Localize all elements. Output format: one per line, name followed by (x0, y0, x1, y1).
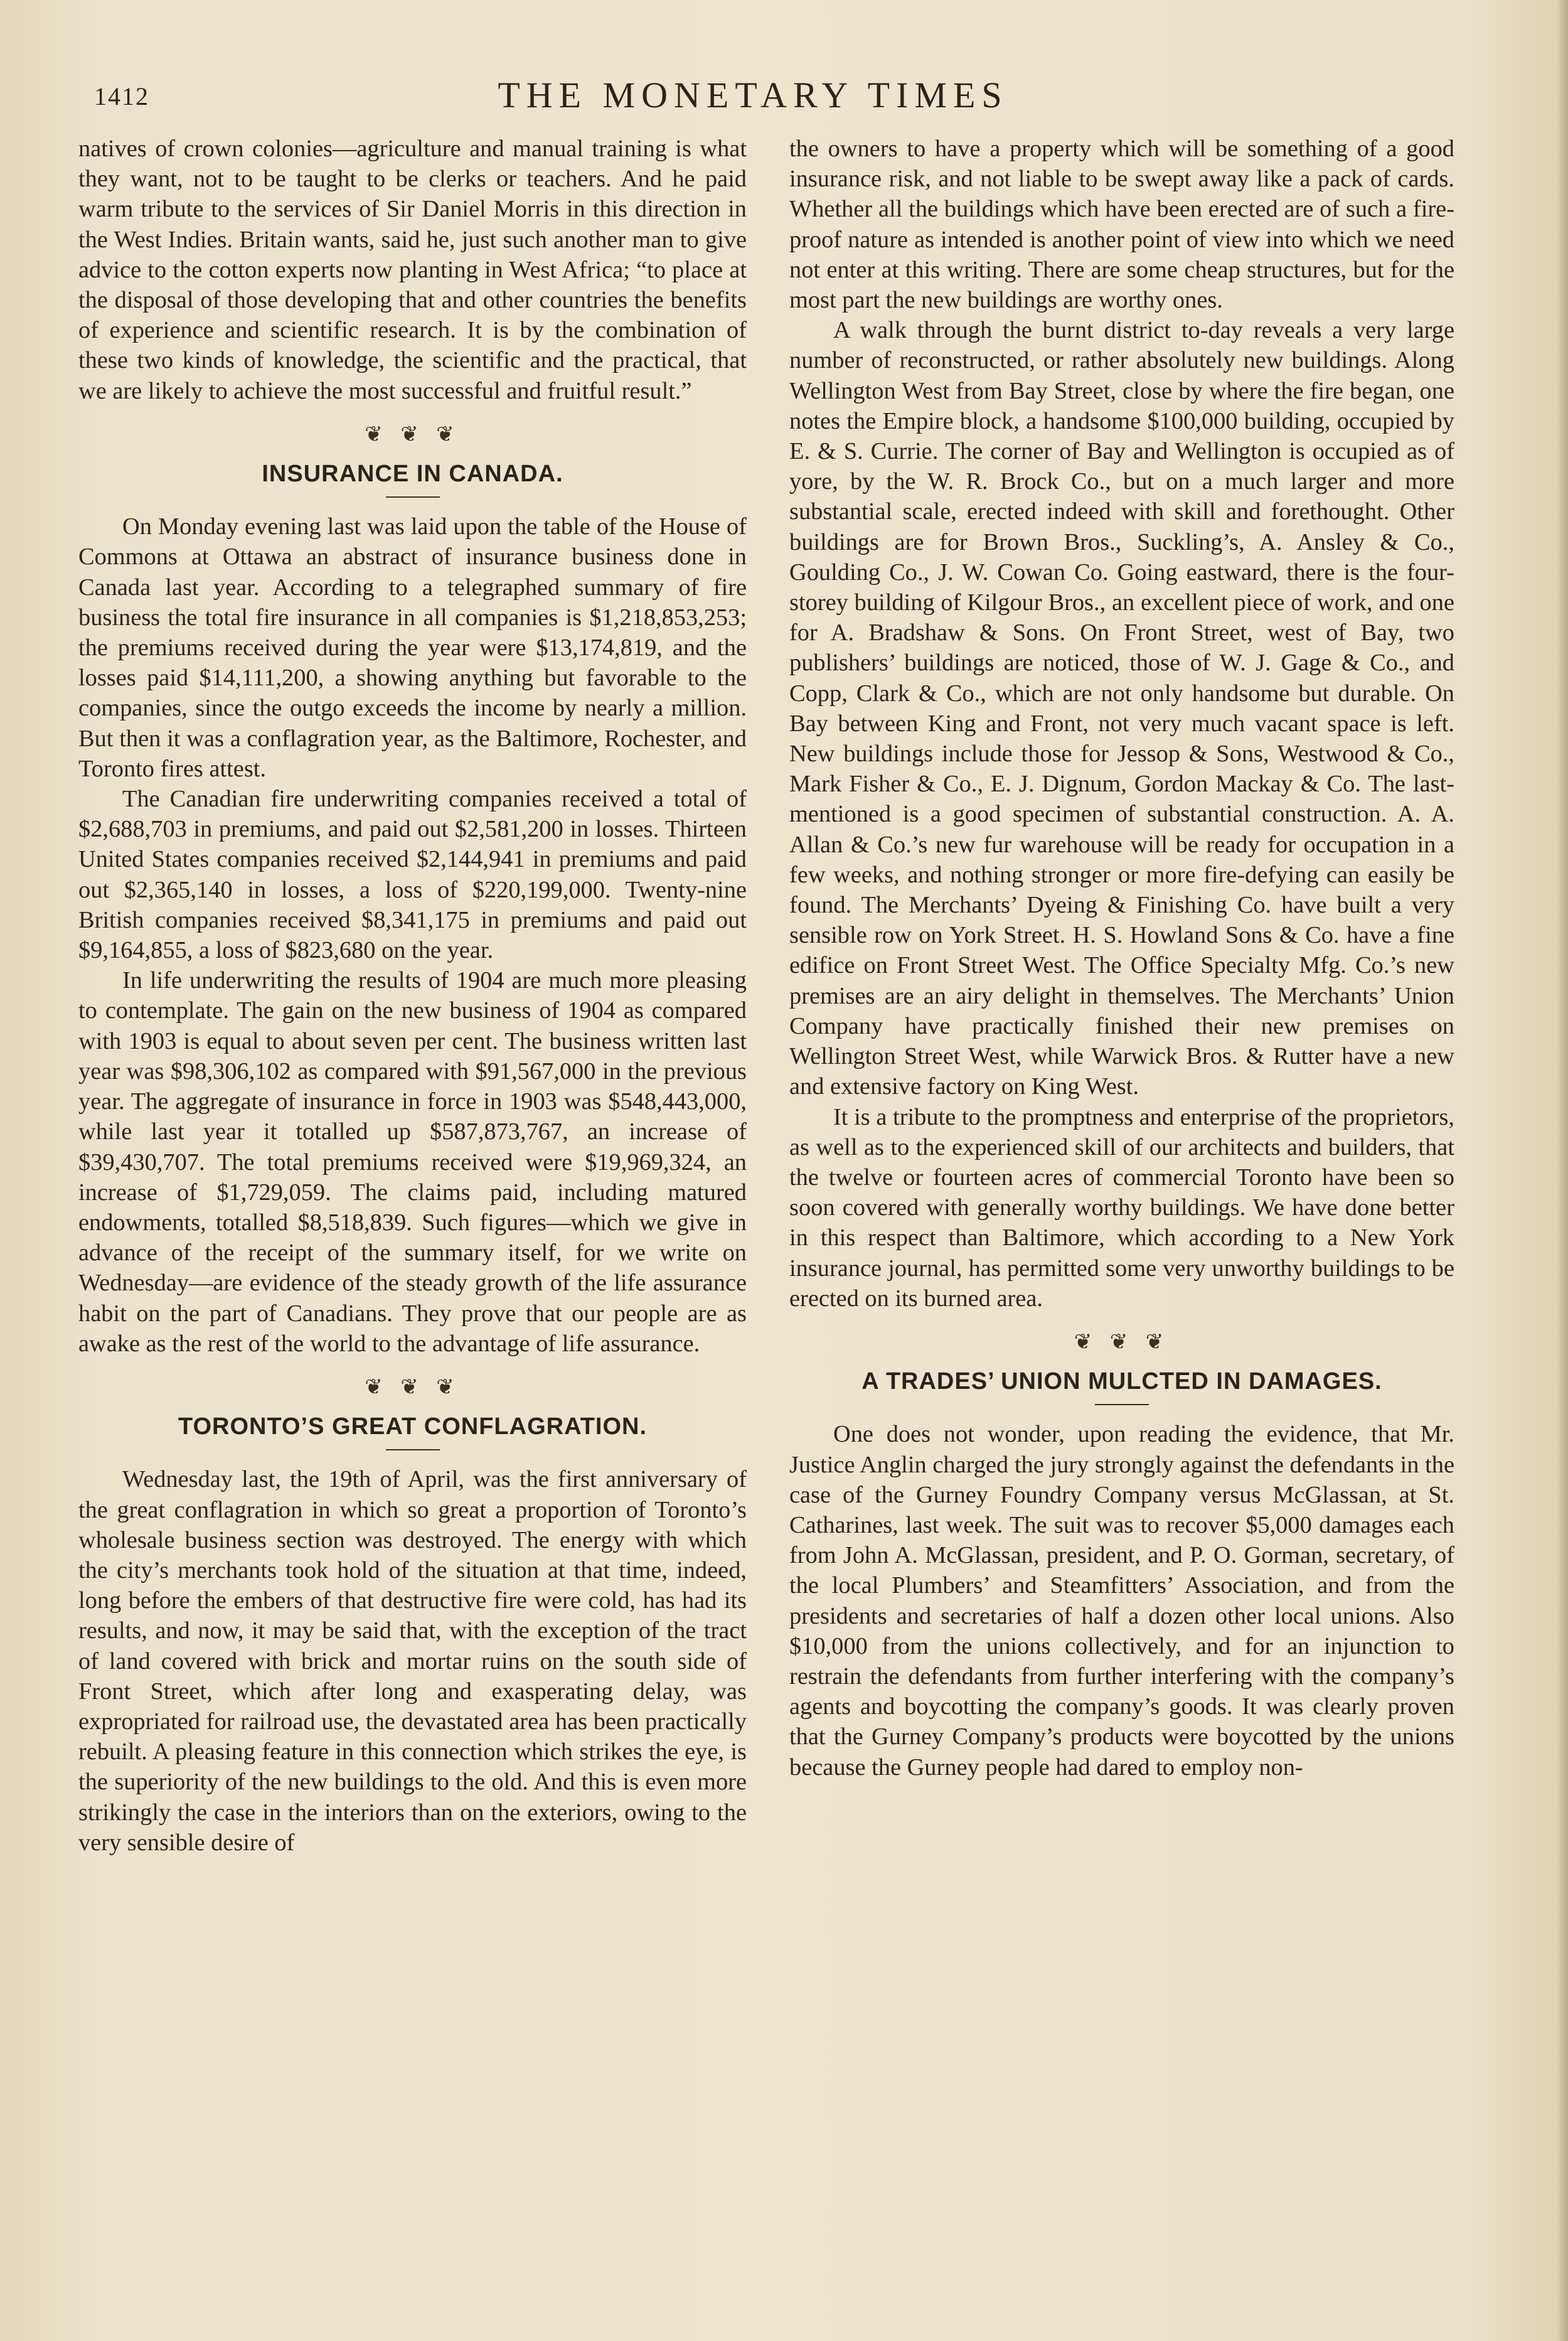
insurance-paragraph-3: In life underwriting the results of 1904 are much more pleasing to contemplate. The gain on the new business of 1904 as compared with 1903 is equal to about seven per cent. The business written last year was $98,306,102 as compared with $91,567,000 in the previous year. The aggregate of insurance in force in 1903 was $548,443,000, while last year it totalled up $587,873,767, an increase of $39,430,707. The total premiums received were $19,969,324, an increase of $1,729,059. The claims paid, including matured endowments, totalled $8,518,839. Such figures—which we give in advance of the receipt of the summary itself, for we write on Wednesday—are evidence of the steady growth of the life assurance habit on the part of Canadians. They prove that our people are as awake as the rest of the world to the advantage of life assurance. (78, 967, 747, 1357)
toronto-paragraph: Wednesday last, the 19th of April, was the first anniversary of the great conflagration in which so great a proportion of Toronto’s wholesale business section was destroyed. The energy with which the city’s merchants took hold of the situation at that time, indeed, long before the embers of that destructive fire were cold, has had its results, and now, it may be said that, with the exception of the tract of land covered with brick and mortar ruins on the south side of Front Street, which after long and exasperating delay, was expropriated for railroad use, the devastated area has been practically rebuilt. A pleasing feature in this connection which strikes the eye, is the superiority of the new buildings to the old. And this is even more strikingly the case in the interiors than on the exteriors, owing to the very sensible desire of (78, 1466, 747, 1856)
section-ornament: ❦ ❦ ❦ (365, 1375, 461, 1399)
section-ornament: ❦ ❦ ❦ (365, 422, 461, 446)
insurance-paragraph-2: The Canadian fire underwriting companies received a total of $2,688,703 in premiums, and paid out $2,581,200 in losses. Thirteen United States companies received $2,144,941 in premiums and paid out $2,365,140 in losses, a loss of $220,199,000. Twenty-nine British companies received $8,341,175 in premiums and paid out $9,164,855, a loss of $823,680 on the year. (78, 786, 747, 964)
heading-rule (1095, 1404, 1149, 1405)
continuation-paragraph: the owners to have a property which will be something of a good insurance risk, and not liable to be swept away like a pack of cards. Whether all the buildings which have been erected are of such a fire-proof nature as intended is another point of view into which we need not enter at this writing. There are some cheap structures, but for the most part the new buildings are worthy ones. (789, 136, 1454, 314)
walk-paragraph: A walk through the burnt district to-day reveals a very large number of reconstructed, or rather absolutely new buildings. Along Wellington West from Bay Street, close by where the fire began, one notes the Empire block, a handsome $100,000 building, occupied by E. & S. Currie. The corner of Bay and Wellington is occupied as of yore, by the W. R. Brock Co., but on a much larger and more substantial scale, erected indeed with skill and forethought. Other buildings are for Brown Bros., Suckling’s, A. Ansley & Co., Goulding Co., J. W. Cowan Co. Going eastward, there is the four-storey building of Kilgour Bros., an excellent piece of work, and one for A. Bradshaw & Sons. On Front Street, west of Bay, two publishers’ buildings are noticed, those of W. J. Gage & Co., and Copp, Clark & Co., which are not only handsome but durable. On Bay between King and Front, not very much vacant space is left. New buildings include those for Jessop & Sons, Westwood & Co., Mark Fisher & Co., E. J. Dignum, Gordon Mackay & Co. The last-mentioned is a good specimen of substantial construction. A. A. Allan & Co.’s new fur warehouse will be ready for occupation in a few weeks, and nothing stronger or more fire-defying can easily be found. The Merchants’ Dyeing & Finishing Co. have built a very sensible row on York Street. H. S. Howland Sons & Co. have a fine edifice on Front Street West. The Office Specialty Mfg. Co.’s new premises are an airy delight in themselves. The Merchants’ Union Company have practically finished their new premises on Wellington Street West, while Warwick Bros. & Rutter have a new and extensive factory on King West. (789, 317, 1454, 1100)
insurance-heading: INSURANCE IN CANADA. (262, 461, 563, 488)
page-edge-shadow (1557, 0, 1568, 2341)
union-paragraph: One does not wonder, upon reading the evidence, that Mr. Justice Anglin charged the jury strongly against the defendants in the case of the Gurney Foundry Company versus McGlassan, at St. Catharines, last week. The suit was to recover $5,000 damages each from John A. McGlassan, president, and P. O. Gorman, secretary, of the local Plumbers’ and Steamfitters’ Association, and from the presidents and secretaries of half a dozen other local unions. Also $10,000 from the unions collectively, and for an injunction to restrain the defendants from further interfering with the company’s agents and boycotting the company’s goods. It was clearly proven that the Gurney Company’s products were boycotted by the unions because the Gurney people had dared to employ non- (789, 1421, 1454, 1781)
right-column (789, 134, 1454, 1782)
intro-paragraph: natives of crown colonies—agriculture and manual training is what they want, not to be taught to be clerks or teachers. And he paid warm tribute to the services of Sir Daniel Morris in this direction in the West Indies. Britain wants, said he, just such another man to give advice to the cotton experts now planting in West Africa; “to place at the disposal of those developing that and other countries the benefits of experience and scientific research. It is by the combination of these two kinds of knowledge, the scientific and the practical, that we are likely to achieve the most successful and fruitful result.” (78, 136, 747, 404)
toronto-heading: TORONTO’S GREAT CONFLAGRATION. (178, 1413, 648, 1440)
publication-title: THE MONETARY TIMES (498, 75, 1008, 115)
page-number: 1412 (94, 82, 149, 110)
section-ornament: ❦ ❦ ❦ (1074, 1330, 1170, 1354)
insurance-paragraph-1: On Monday evening last was laid upon the table of the House of Commons at Ottawa an abstract of insurance business done in Canada last year. According to a telegraphed summary of fire business the total fire insurance in all companies is $1,218,853,253; the premiums received during the year were $13,174,819, and the losses paid $14,111,200, a showing anything but favorable to the companies, since the outgo exceeds the income by nearly a million. But then it was a conflagration year, as the Baltimore, Rochester, and Toronto fires attest. (78, 513, 747, 782)
union-heading: A TRADES’ UNION MULCTED IN DAMAGES. (861, 1368, 1382, 1395)
left-column (78, 134, 747, 1858)
heading-rule (386, 1449, 440, 1450)
tribute-paragraph: It is a tribute to the promptness and enterprise of the proprietors, as well as to the experienced skill of our architects and builders, that the twelve or fourteen acres of commercial Toronto have been so soon covered with generally worthy buildings. We have done better in this respect than Baltimore, which according to a New York insurance journal, has permitted some very unworthy buildings to be erected on its burned area. (789, 1103, 1454, 1312)
heading-rule (386, 496, 440, 498)
